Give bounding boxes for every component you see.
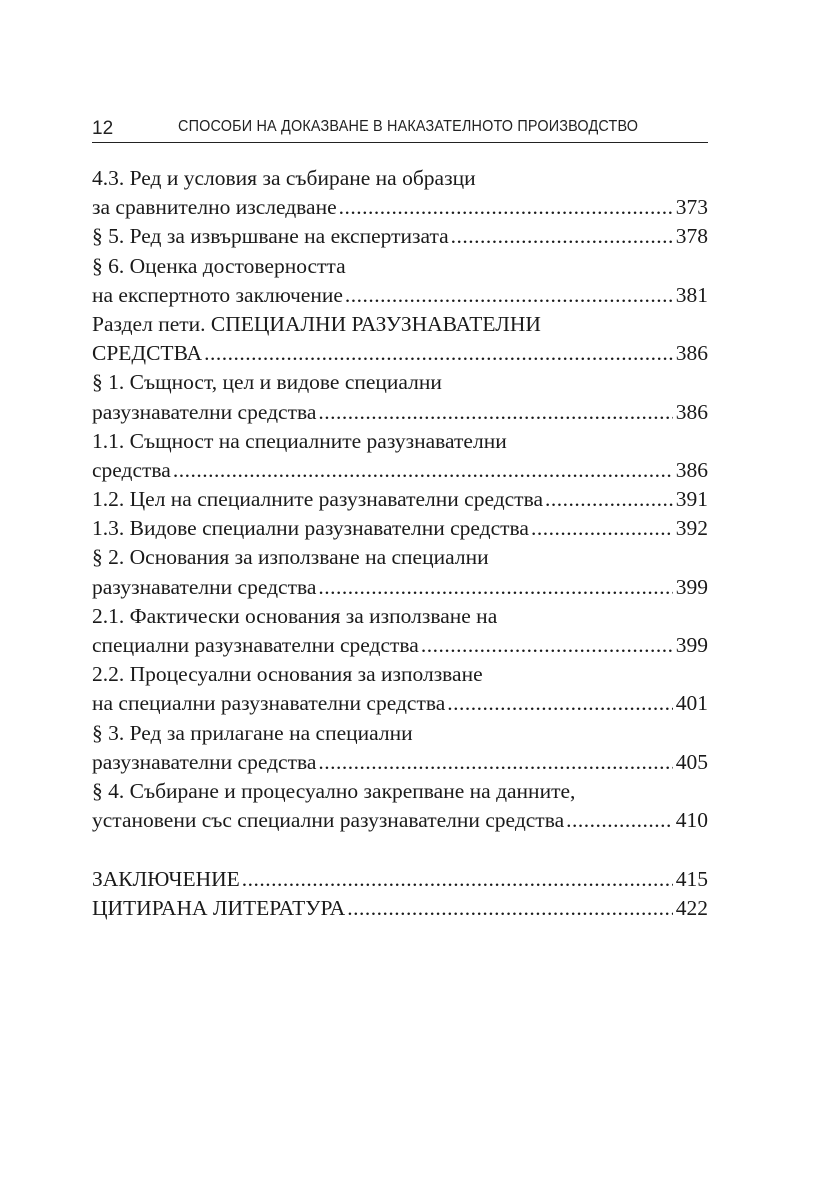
toc-page-number: 373 xyxy=(675,195,708,220)
toc-entry-line xyxy=(92,660,708,689)
toc-page-number: 399 xyxy=(675,574,708,599)
dot-leader xyxy=(318,748,672,777)
toc-closing-entry xyxy=(92,894,708,923)
toc-entry-title: на специални разузнавателни средства xyxy=(92,691,446,716)
dot-leader xyxy=(531,514,673,543)
dot-leader xyxy=(451,222,673,251)
toc-page-number: 401 xyxy=(675,691,708,716)
toc-entry-title: 2.1. Фактически основания за използване на xyxy=(92,603,498,628)
toc-entry-line xyxy=(92,602,708,631)
toc-page-number: 405 xyxy=(675,749,708,774)
spacer xyxy=(92,835,708,864)
toc-page-number: 410 xyxy=(675,808,708,833)
running-title: СПОСОБИ НА ДОКАЗВАНЕ В НАКАЗАТЕЛНОТО ПРОИЗВОДСТВО xyxy=(178,118,639,135)
dot-leader xyxy=(339,193,673,222)
toc-section-title: Раздел пети. СПЕЦИАЛНИ РАЗУЗНАВАТЕЛНИ xyxy=(92,311,541,336)
toc-page-number: 422 xyxy=(675,895,708,920)
table-of-contents xyxy=(92,164,708,923)
toc-page-number: 378 xyxy=(675,224,708,249)
toc-entry-title: § 6. Оценка достоверността xyxy=(92,253,346,278)
toc-entry-title: установени със специални разузнавателни средства xyxy=(92,808,565,833)
dot-leader xyxy=(545,485,673,514)
toc-entry-line xyxy=(92,252,708,281)
toc-entry-title: § 1. Същност, цел и видове специални xyxy=(92,370,442,395)
toc-entry-title: 1.1. Същност на специалните разузнавателни xyxy=(92,428,507,453)
toc-entry-leader-line xyxy=(92,631,708,660)
toc-entry-leader-line xyxy=(92,806,708,835)
toc-entry-title: § 2. Основания за използване на специални xyxy=(92,545,489,570)
toc-entry-leader-line xyxy=(92,748,708,777)
dot-leader xyxy=(566,806,673,835)
dot-leader xyxy=(421,631,673,660)
toc-entry-line xyxy=(92,164,708,193)
dot-leader xyxy=(204,339,673,368)
toc-entry-title: средства xyxy=(92,457,171,482)
toc-entry-line xyxy=(92,427,708,456)
toc-entry-line xyxy=(92,310,708,339)
toc-section-title: СРЕДСТВА xyxy=(92,341,203,366)
toc-entry-title: 2.2. Процесуални основания за използване xyxy=(92,662,483,687)
toc-entry-leader-line xyxy=(92,485,708,514)
toc-entry-line xyxy=(92,777,708,806)
toc-page-number: 386 xyxy=(675,341,708,366)
toc-entry-title: специални разузнавателни средства xyxy=(92,633,419,657)
toc-page-number: 392 xyxy=(675,516,708,541)
dot-leader xyxy=(345,281,673,310)
toc-entry-title: 1.2. Цел на специалните разузнавателни средства xyxy=(92,487,543,512)
toc-literature-title: ЦИТИРАНА ЛИТЕРАТУРА xyxy=(92,895,346,920)
toc-entry-title: разузнавателни средства xyxy=(92,749,317,774)
toc-entry-line xyxy=(92,368,708,397)
dot-leader xyxy=(173,456,673,485)
toc-entry-leader-line xyxy=(92,193,708,222)
dot-leader xyxy=(318,573,672,602)
toc-entry-title: разузнавателни средства xyxy=(92,574,317,599)
toc-entry-leader-line xyxy=(92,514,708,543)
toc-closing-entry xyxy=(92,865,708,894)
toc-entry-line xyxy=(92,543,708,572)
dot-leader xyxy=(318,398,672,427)
toc-entry-leader-line xyxy=(92,281,708,310)
toc-entry-leader-line xyxy=(92,222,708,251)
toc-entry-title: § 4. Събиране и процесуално закрепване на данните, xyxy=(92,778,576,803)
toc-page-number: 386 xyxy=(675,457,708,482)
toc-entry-leader-line xyxy=(92,689,708,718)
dot-leader xyxy=(447,689,673,718)
toc-entry-title: § 5. Ред за извършване на експертизата xyxy=(92,224,449,249)
toc-entry-leader-line xyxy=(92,573,708,602)
toc-entry-leader-line xyxy=(92,398,708,427)
toc-page-number: 386 xyxy=(675,399,708,424)
toc-entry-leader-line xyxy=(92,456,708,485)
toc-entry-title: 4.3. Ред и условия за събиране на образци xyxy=(92,166,476,190)
dot-leader xyxy=(242,865,673,894)
toc-page-number: 391 xyxy=(675,487,708,512)
toc-page-number: 415 xyxy=(675,866,708,891)
toc-entry-leader-line xyxy=(92,339,708,368)
toc-page-number: 381 xyxy=(675,282,708,307)
toc-entry-title: за сравнително изследване xyxy=(92,195,337,220)
toc-entry-line xyxy=(92,719,708,748)
toc-conclusion-title: ЗАКЛЮЧЕНИЕ xyxy=(92,866,240,891)
page-number: 12 xyxy=(92,118,114,139)
toc-page-number: 399 xyxy=(675,633,708,657)
toc-entry-title: § 3. Ред за прилагане на специални xyxy=(92,720,413,745)
dot-leader xyxy=(347,894,673,923)
toc-entry-title: разузнавателни средства xyxy=(92,399,317,424)
page-header xyxy=(92,116,708,143)
toc-entry-title: на експертното заключение xyxy=(92,282,343,307)
toc-entry-title: 1.3. Видове специални разузнавателни средства xyxy=(92,516,529,541)
